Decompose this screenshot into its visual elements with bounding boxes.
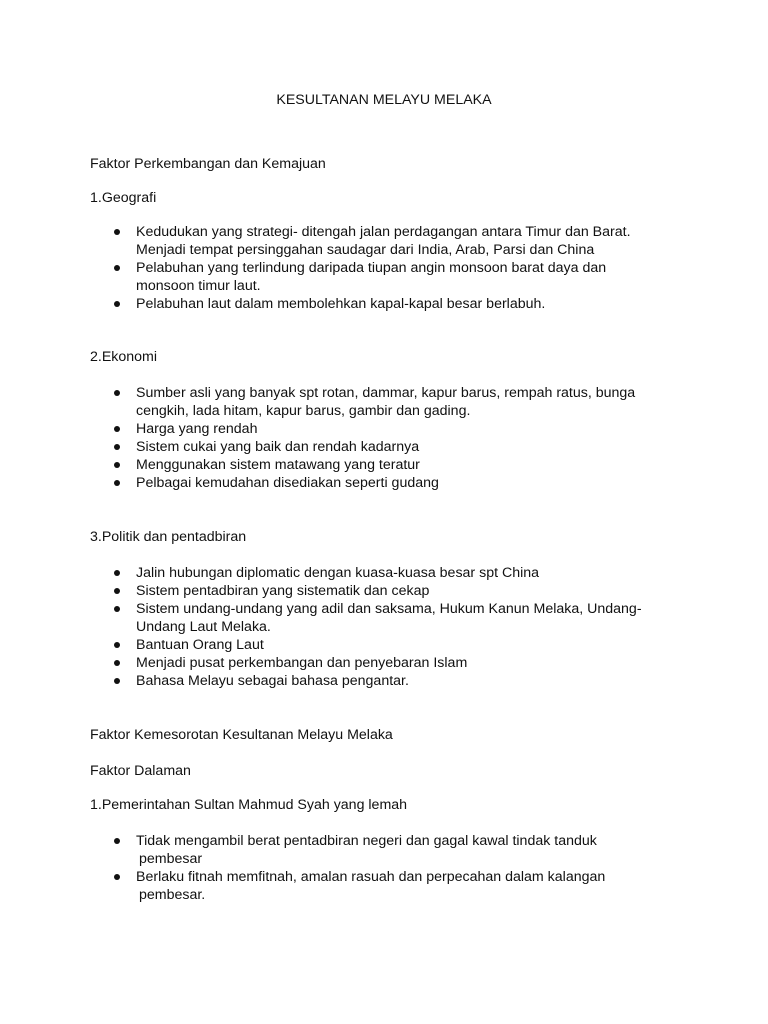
- list-item: [0, 636, 676, 654]
- list-item-line: Pelbagai kemudahan disediakan seperti gudang: [136, 475, 439, 491]
- list-item-line: Menjadi tempat persinggahan saudagar dari India, Arab, Parsi dan China: [136, 242, 595, 258]
- list-item-line: Sistem cukai yang baik dan rendah kadarnya: [136, 439, 420, 455]
- list-item-line: Kedudukan yang strategi- ditengah jalan perdagangan antara Timur dan Barat.: [136, 224, 631, 240]
- list-item: [0, 582, 676, 600]
- subheading-faktor-dalaman: Faktor Dalaman: [90, 763, 191, 779]
- list-item-line: pembesar.: [139, 887, 206, 903]
- list-item: [0, 600, 676, 636]
- list-item-line: Bantuan Orang Laut: [136, 637, 264, 653]
- list-item: [0, 259, 676, 295]
- list-item: [0, 223, 676, 259]
- subheading-pemerintahan: 1.Pemerintahan Sultan Mahmud Syah yang lemah: [90, 797, 408, 813]
- list-item: [0, 438, 676, 456]
- list-ekonomi: [0, 384, 676, 492]
- list-item: [0, 654, 676, 672]
- list-geografi: [0, 223, 676, 313]
- list-item-line: Tidak mengambil berat pentadbiran negeri dan gagal kawal tindak tanduk: [136, 833, 597, 849]
- list-item: [0, 672, 676, 690]
- list-item: [0, 384, 676, 420]
- list-item-line: pembesar: [139, 851, 203, 867]
- list-item: [0, 420, 676, 438]
- list-item-line: Undang Laut Melaka.: [136, 619, 271, 635]
- list-item-line: cengkih, lada hitam, kapur barus, gambir dan gading.: [136, 403, 471, 419]
- list-item: [0, 295, 676, 313]
- document-title: KESULTANAN MELAYU MELAKA: [276, 92, 492, 108]
- subheading-politik: 3.Politik dan pentadbiran: [90, 529, 247, 545]
- list-pemerintahan: [0, 832, 676, 904]
- list-item-line: Pelabuhan yang terlindung daripada tiupan angin monsoon barat daya dan: [136, 260, 607, 276]
- list-item-line: Sumber asli yang banyak spt rotan, dammar, kapur barus, rempah ratus, bunga: [136, 385, 636, 401]
- section-heading-perkembangan: Faktor Perkembangan dan Kemajuan: [90, 156, 326, 172]
- list-item-line: Sistem pentadbiran yang sistematik dan cekap: [136, 583, 430, 599]
- list-item-line: Menjadi pusat perkembangan dan penyebaran Islam: [136, 655, 468, 671]
- list-item-line: Sistem undang-undang yang adil dan saksama, Hukum Kanun Melaka, Undang-: [136, 601, 642, 617]
- list-item: [0, 456, 676, 474]
- section-heading-kemesorotan: Faktor Kemesorotan Kesultanan Melayu Melaka: [90, 727, 393, 743]
- list-item: [0, 564, 676, 582]
- list-item-line: Menggunakan sistem matawang yang teratur: [136, 457, 420, 473]
- list-politik: [0, 564, 676, 690]
- list-item: [0, 832, 676, 868]
- list-item-line: Bahasa Melayu sebagai bahasa pengantar.: [136, 673, 409, 689]
- list-item: [0, 868, 676, 904]
- list-item-line: Pelabuhan laut dalam membolehkan kapal-kapal besar berlabuh.: [136, 296, 546, 312]
- subheading-ekonomi: 2.Ekonomi: [90, 349, 158, 365]
- list-item-line: monsoon timur laut.: [136, 278, 261, 294]
- list-item-line: Berlaku fitnah memfitnah, amalan rasuah dan perpecahan dalam kalangan: [136, 869, 606, 885]
- list-item: [0, 474, 676, 492]
- list-item-line: Harga yang rendah: [136, 421, 258, 437]
- list-item-line: Jalin hubungan diplomatic dengan kuasa-kuasa besar spt China: [136, 565, 540, 581]
- subheading-geografi: 1.Geografi: [90, 190, 157, 206]
